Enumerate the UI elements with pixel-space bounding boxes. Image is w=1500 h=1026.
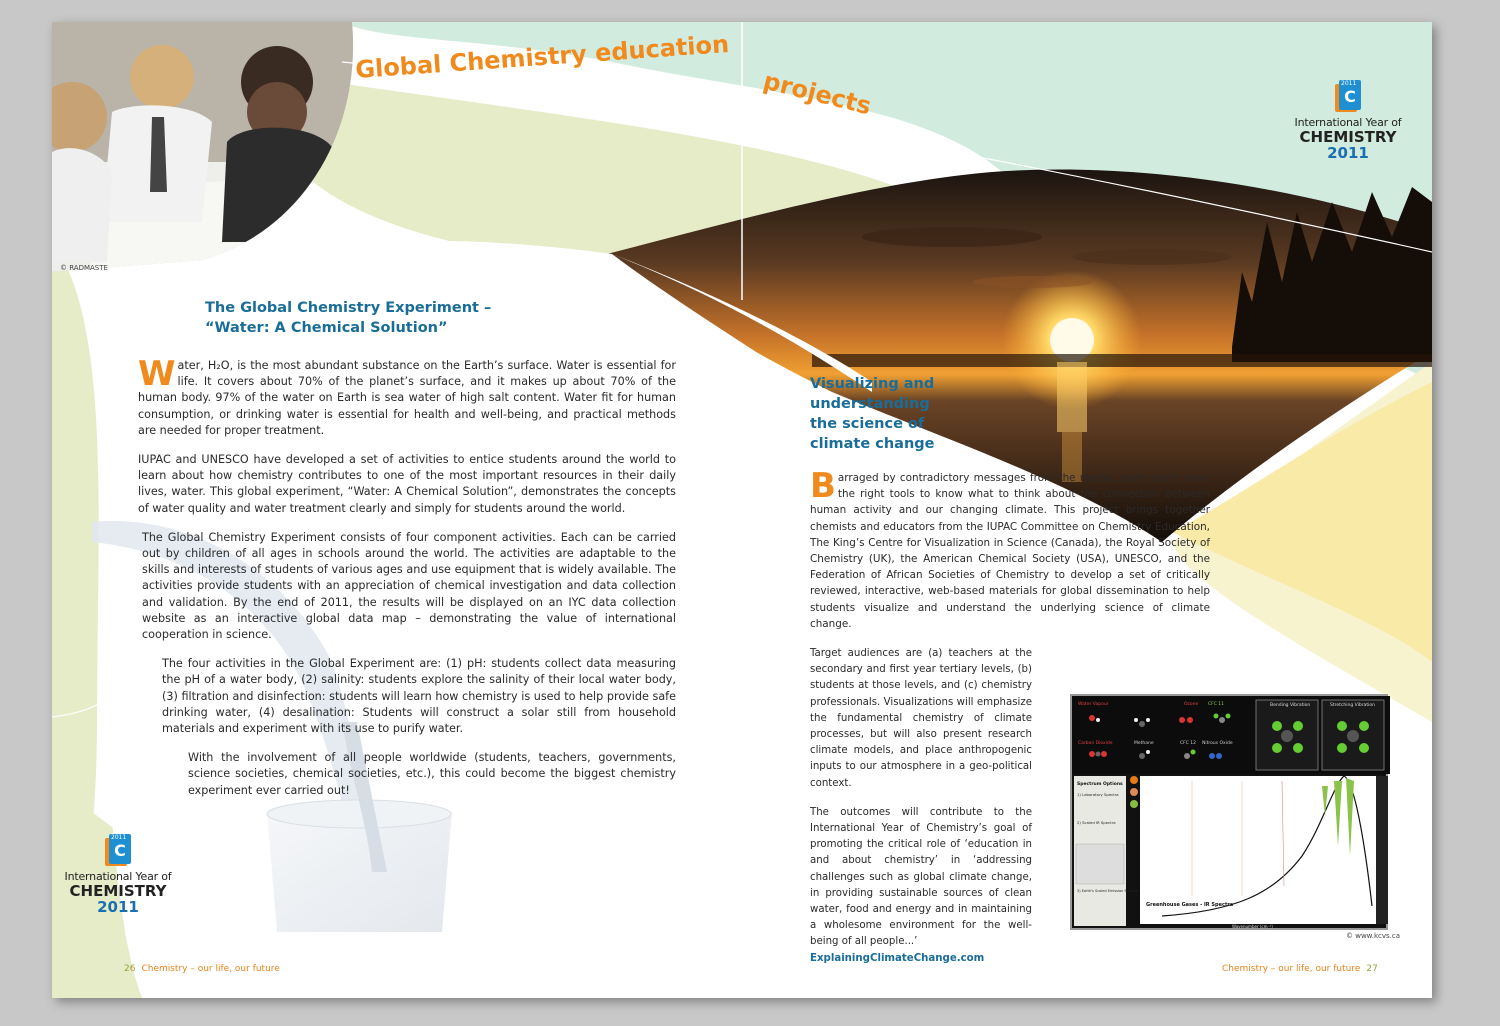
svg-text:Ozone: Ozone	[1184, 702, 1199, 707]
spectrum-credit: © www.kcvs.ca	[1346, 932, 1401, 940]
left-para-3: The Global Chemistry Experiment consists of four component activities. Each can be carried out by children of all ages in schools around the world. The activities are adaptable to the skills and interests of students of various ages and use equipment that is widely available. The activities provide students with an appreciation of chemical investigation and data collection and validation. By the end of 2011, the results will be displayed on an IYC data collection website as an interactive global data map – demonstrating the value of international cooperation in science.	[142, 530, 676, 642]
svg-text:CFC 12: CFC 12	[1180, 741, 1197, 746]
right-para-3: The outcomes will contribute to the International Year of Chemistry’s goal of promoting the critical role of ‘education in and about chemistry’ in ‘addressing challenges such as global climate change, in providing sustainable sources of clean water, food and energy and in maintaining a wholesome environment for the well-being of all people...’	[810, 806, 1032, 948]
left-para-2: IUPAC and UNESCO have developed a set of activities to entice students around the world to learn about how chemistry contributes to one of the most important resources in their daily lives, water. This global experiment, “Water: A Chemical Solution”, demonstrates the concepts of water quality and water treatment clearly and simply for students around the world.	[138, 453, 676, 515]
footer-tagline-right: Chemistry – our life, our future	[1222, 964, 1361, 974]
svg-text:Water Vapour: Water Vapour	[1078, 702, 1109, 707]
iyc-logo-bottom	[58, 834, 178, 915]
spectrum-figure	[1070, 694, 1388, 930]
svg-text:Methane: Methane	[1134, 741, 1154, 746]
iyc-logo-icon: C 2011	[105, 834, 131, 868]
svg-text:Stretching Vibration: Stretching Vibration	[1330, 703, 1375, 708]
footer-tagline-left: Chemistry – our life, our future	[141, 964, 280, 974]
svg-text:Bending Vibration: Bending Vibration	[1270, 703, 1311, 708]
svg-text:1) Laboratory Spectra: 1) Laboratory Spectra	[1077, 792, 1119, 797]
left-article-body	[138, 354, 676, 799]
footer-right	[1222, 964, 1384, 974]
left-article-heading: The Global Chemistry Experiment – “Water: A Chemical Solution”	[205, 300, 492, 336]
page-title	[352, 22, 912, 142]
magazine-spread	[52, 22, 1432, 998]
right-article-body-1	[810, 466, 1210, 632]
title-part1: Global Chemistry education	[354, 29, 730, 84]
photo-credit: © RADMASTE	[60, 264, 108, 272]
iyc-logo-icon: C 2011	[1335, 80, 1361, 114]
iyc-logo-top	[1288, 80, 1408, 161]
svg-text:Wavenumber (cm⁻¹): Wavenumber (cm⁻¹)	[1232, 924, 1273, 929]
svg-text:Carbon Dioxide: Carbon Dioxide	[1078, 741, 1113, 746]
logo-line3: 2011	[1327, 144, 1369, 162]
right-page-number: 27	[1366, 964, 1378, 974]
left-para-4: The four activities in the Global Experiment are: (1) pH: students collect data measuring the pH of a water body, (2) salinity: students explore the salinity of their local water body, (3) filtration and disinfection: students will learn how chemistry is used to help provide safe drinking water, (4) desalination: Students will construct a solar still from household materials and experiment with its use to purify water.	[162, 657, 676, 736]
logo-line2: CHEMISTRY	[69, 882, 167, 900]
svg-text:Nitrous Oxide: Nitrous Oxide	[1202, 741, 1233, 746]
logo-line1: International Year of	[1294, 116, 1402, 129]
svg-text:Greenhouse Gases - IR Spectra: Greenhouse Gases - IR Spectra	[1146, 902, 1234, 908]
left-page-number: 26	[124, 964, 136, 974]
right-para-1: Barraged by contradictory messages from the media, many don’t have the right tools to know what to think about the connection between human activity and our changing climate. This project brings together chemists and educators from the IUPAC Committee on Chemistry Education, The King’s Centre for Visualization in Science (Canada), the Royal Society of Chemistry (UK), the American Chemical Society (USA), UNESCO, and the Federation of African Societies of Chemistry to develop a set of critically reviewed, interactive, web-based materials for global dissemination to help students visualize and understand the underlying science of climate change.	[810, 466, 1210, 630]
footer-left	[118, 964, 280, 974]
svg-text:Spectrum Options: Spectrum Options	[1077, 782, 1123, 787]
svg-text:CFC 11: CFC 11	[1208, 702, 1225, 707]
logo-line2: CHEMISTRY	[1299, 128, 1397, 146]
logo-line1: International Year of	[64, 870, 172, 883]
logo-line3: 2011	[97, 898, 139, 916]
svg-text:2) Scaled IR Spectra: 2) Scaled IR Spectra	[1077, 820, 1116, 825]
left-para-5: With the involvement of all people worldwide (students, teachers, governments, science societies, chemical societies, etc.), this could become the biggest chemistry experiment ever carried out!	[188, 751, 676, 797]
right-article-body-2	[810, 646, 1032, 967]
climate-link[interactable]: ExplainingClimateChange.com	[810, 952, 985, 964]
title-part2: projects	[760, 66, 875, 121]
svg-text:3) Earth's Scaled Emission Spe: 3) Earth's Scaled Emission Spectra	[1077, 889, 1138, 893]
right-article-heading: Visualizing and understanding the science of climate change	[810, 376, 935, 452]
left-para-1: Water, H₂O, is the most abundant substance on the Earth’s surface. Water is essential for life. It covers about 70% of the planet’s surface, and it makes up about 70% of the human body. 97% of the water on Earth is sea water of high salt content. Water fit for human consumption, or drinking water is essential for health and well-being, and practical methods are needed for proper treatment.	[138, 354, 676, 437]
right-para-2: Target audiences are (a) teachers at the secondary and first year tertiary levels, (b) students at those levels, and (c) chemistry professionals. Visualizations will emphasize the fundamental chemistry of climate processes, but will also present research climate models, and place anthropogenic inputs to our atmosphere in a geo-political context.	[810, 648, 1032, 789]
